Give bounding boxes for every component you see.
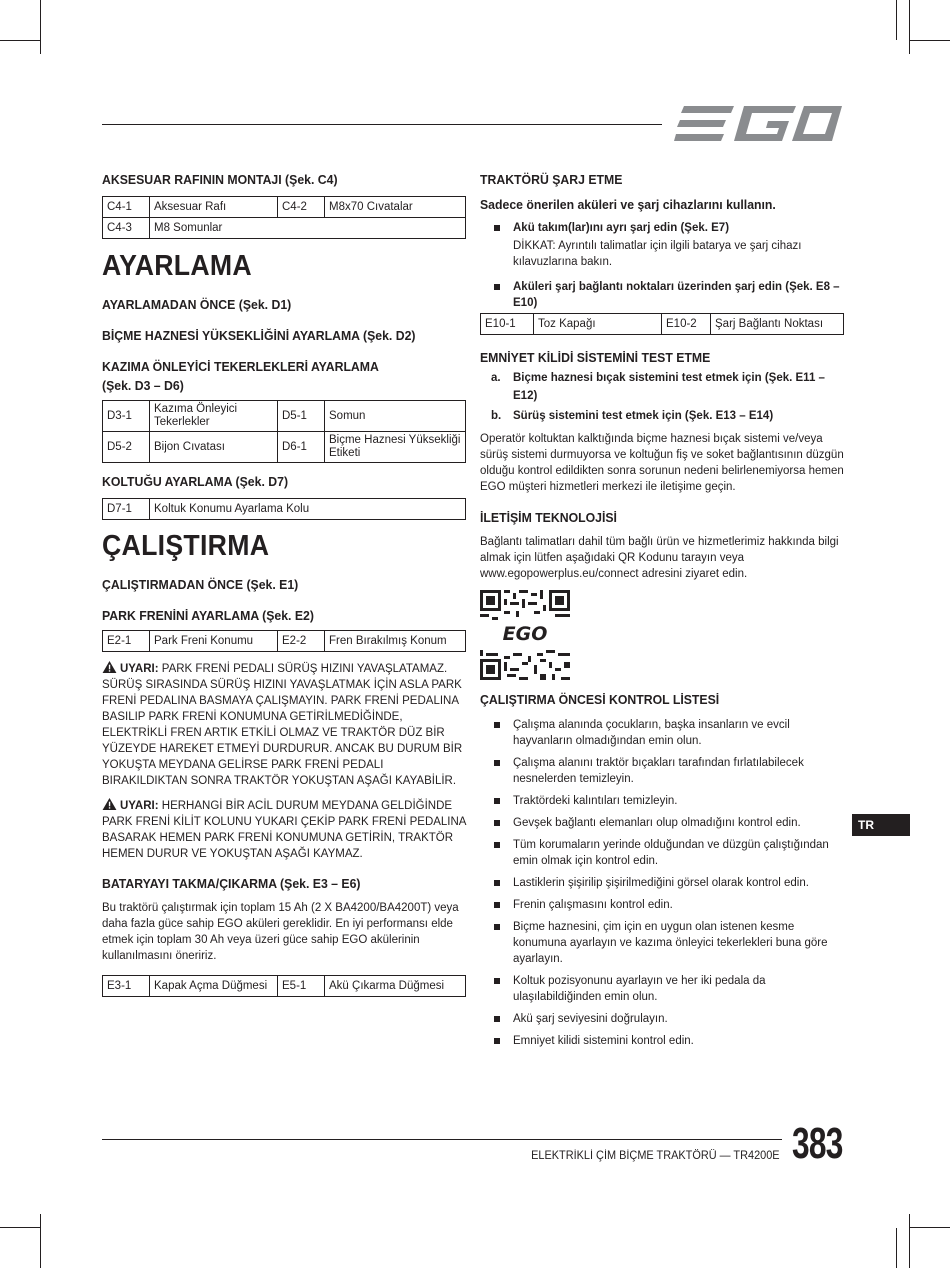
crop-mark (909, 1214, 910, 1268)
warning-triangle-icon (102, 798, 117, 810)
ego-logo (674, 104, 844, 144)
crop-mark (910, 1227, 950, 1228)
list-item: Lastiklerin şişirilip şişirilmediğini görsel olarak kontrol edin. (480, 875, 844, 891)
header-rule (102, 124, 662, 125)
parts-table (102, 630, 466, 652)
caution-text: Ayrıntılı talimatlar için ilgili batarya ve şarj cihazı kılavuzlarına bakın. (513, 240, 802, 268)
parts-table (102, 975, 466, 997)
list-item: Koltuk pozisyonunu ayarlayın ve her iki pedala da ulaşılabildiğinden emin olun. (480, 973, 844, 1005)
crop-mark (896, 1228, 897, 1268)
table-row (103, 499, 466, 520)
table-cell: D5-1 (278, 401, 325, 432)
table-cell: C4-3 (103, 218, 150, 239)
bullet-list (480, 220, 844, 236)
table-row (103, 631, 466, 652)
paragraph: Bağlantı talimatları dahil tüm bağlı ürün ve hizmetlerimiz hakkında bilgi almak için lütfen aşağıdaki QR Kodunu tarayın veya www.egopowerplus.eu/connect adresini ziyaret edin. (480, 536, 839, 580)
list-item-text: Sürüş sistemini test etmek için (Şek. E13 – E14) (513, 410, 774, 422)
left-column (102, 168, 466, 997)
section-title: TRAKTÖRÜ ŞARJ ETME (480, 172, 623, 187)
table-cell: D5-2 (103, 432, 150, 463)
table-cell: Bijon Cıvatası (150, 432, 278, 463)
section-title: BATARYAYI TAKMA/ÇIKARMA (Şek. E3 – E6) (102, 876, 361, 891)
table-cell: M8 Somunlar (150, 218, 466, 239)
table-cell: E5-1 (278, 976, 325, 997)
table-cell: D7-1 (103, 499, 150, 520)
chapter-title: AYARLAMA (102, 250, 252, 282)
table-cell: C4-2 (278, 197, 325, 218)
section-title: KAZIMA ÖNLEYİCİ TEKERLEKLERİ AYARLAMA (102, 359, 379, 374)
warning-block (102, 661, 466, 789)
table-cell: Toz Kapağı (534, 314, 662, 335)
parts-table (102, 400, 466, 463)
crop-mark (0, 1227, 40, 1228)
language-tab: TR (852, 814, 910, 836)
list-item-text: Biçme haznesi bıçak sistemini test etmek için (Şek. E11 – E12) (513, 372, 825, 402)
list-item: Aküleri şarj bağlantı noktaları üzerinden şarj edin (Şek. E8 – E10) (480, 279, 844, 311)
table-cell: E10-1 (481, 314, 534, 335)
page-number: 383 (792, 1119, 843, 1168)
table-cell: D6-1 (278, 432, 325, 463)
warning-triangle-icon (102, 661, 117, 673)
section-title: (Şek. D3 – D6) (102, 378, 184, 393)
table-row (103, 432, 466, 463)
parts-table (102, 498, 466, 520)
table-cell: Koltuk Konumu Ayarlama Kolu (150, 499, 466, 520)
table-cell: C4-1 (103, 197, 150, 218)
list-item: Traktördeki kalıntıları temizleyin. (480, 793, 844, 809)
qr-code[interactable] (480, 590, 570, 680)
paragraph: Operatör koltuktan kalktığında biçme haznesi bıçak sistemi ve/veya sürüş sistemi durmuyorsa ve koltuğun fiş ve soket bağlantısının düzgün olduğu kontrol edildikten sonra sorunun nedeni belirlenemiyorsa hemen EGO müşteri hizmetleri merkezi ile iletişime geçin. (480, 433, 844, 493)
table-cell: Akü Çıkarma Düğmesi (325, 976, 466, 997)
right-column (480, 168, 844, 1055)
footer-title: ELEKTRİKLİ ÇİM BİÇME TRAKTÖRÜ — TR4200E (531, 1150, 780, 1162)
chapter-title: ÇALIŞTIRMA (102, 530, 270, 562)
list-item (480, 407, 844, 425)
crop-mark (909, 0, 910, 54)
lettered-list (480, 369, 844, 425)
crop-mark (40, 0, 41, 54)
warning-text: HERHANGİ BİR ACİL DURUM MEYDANA GELDİĞİNDE PARK FRENİ KİLİT KOLUNU YUKARI ÇEKİP PARK FRENİ PEDALINA BASARAK HEMEN PARK FRENİ KONUMUNA GETİRİN, TRAKTÖR HEMEN DURUR VE YOKUŞTAN AŞAĞI KAYMAZ. (102, 800, 466, 860)
table-row (103, 218, 466, 239)
section-title: EMNİYET KİLİDİ SİSTEMİNİ TEST ETME (480, 350, 711, 365)
list-letter: b. (491, 410, 502, 422)
table-cell: E2-1 (103, 631, 150, 652)
table-cell: E10-2 (662, 314, 711, 335)
list-item: Gevşek bağlantı elemanları olup olmadığını kontrol edin. (480, 815, 844, 831)
table-row (481, 314, 844, 335)
table-row (103, 976, 466, 997)
list-item: Çalışma alanını traktör bıçakları tarafından fırlatılabilecek nesnelerden temizleyin. (480, 755, 844, 787)
table-cell: Biçme Haznesi Yüksekliği Etiketi (325, 432, 466, 463)
list-item: Tüm korumaların yerinde olduğundan ve düzgün çalıştığından emin olmak için kontrol edin. (480, 837, 844, 869)
caution-label: DİKKAT: (513, 240, 556, 252)
table-cell: E2-2 (278, 631, 325, 652)
section-title: ÇALIŞTIRMADAN ÖNCE (Şek. E1) (102, 577, 299, 592)
crop-mark (40, 1214, 41, 1268)
parts-table (102, 196, 466, 239)
table-cell: Kapak Açma Düğmesi (150, 976, 278, 997)
warning-block (102, 798, 466, 862)
caution-note (480, 238, 844, 270)
table-row (103, 401, 466, 432)
section-title: BİÇME HAZNESİ YÜKSEKLİĞİNİ AYARLAMA (Şek. D2) (102, 328, 416, 343)
list-item: Emniyet kilidi sistemini kontrol edin. (480, 1033, 844, 1049)
warning-label: UYARI: (120, 663, 159, 675)
table-cell: Fren Bırakılmış Konum (325, 631, 466, 652)
section-title: ÇALIŞTIRMA ÖNCESİ KONTROL LİSTESİ (480, 692, 720, 707)
section-title: İLETİŞİM TEKNOLOJİSİ (480, 510, 617, 525)
table-row (103, 197, 466, 218)
list-item: Akü şarj seviyesini doğrulayın. (480, 1011, 844, 1027)
list-item: Biçme haznesini, çim için en uygun olan istenen kesme konumuna ayarlayın ve kazıma önleyici tekerlekleri buna göre ayarlayın. (480, 919, 844, 967)
table-cell: D3-1 (103, 401, 150, 432)
table-cell: Kazıma Önleyici Tekerlekler (150, 401, 278, 432)
bullet-list (480, 279, 844, 311)
warning-label: UYARI: (120, 800, 159, 812)
table-cell: Somun (325, 401, 466, 432)
checklist (480, 717, 844, 1049)
list-letter: a. (491, 372, 501, 384)
crop-mark (910, 40, 950, 41)
table-cell: Şarj Bağlantı Noktası (711, 314, 844, 335)
footer-rule (102, 1139, 782, 1140)
parts-table (480, 313, 844, 335)
list-item: Akü takım(lar)ını ayrı şarj edin (Şek. E7) (480, 220, 844, 236)
table-cell: Aksesuar Rafı (150, 197, 278, 218)
crop-mark (0, 40, 40, 41)
section-title: AKSESUAR RAFININ MONTAJI (Şek. C4) (102, 172, 338, 187)
list-item: Frenin çalışmasını kontrol edin. (480, 897, 844, 913)
section-title: AYARLAMADAN ÖNCE (Şek. D1) (102, 297, 292, 312)
section-title: KOLTUĞU AYARLAMA (Şek. D7) (102, 474, 289, 489)
warning-text: PARK FRENİ PEDALI SÜRÜŞ HIZINI YAVAŞLATAMAZ. SÜRÜŞ SIRASINDA SÜRÜŞ HIZINI YAVAŞLATMAK İÇİN ASLA PARK FRENİ PEDALINA BASMAYA ÇALIŞMAYIN. PARK FRENİ PEDALINA BASILIP PARK FRENİ KONUMUNA GETİRİLMEDİĞİNDE, ELEKTRİKLİ FREN ARTIK ETKİLİ OLMAZ VE TRAKTÖR DÜZ BİR YÜZEYDE HAREKET ETMEYİ DURDURUR. ANCAK BU DURUM BİR YOKUŞTA MEYDANA GELİRSE PARK FRENİ PEDALI BIRAKILDIKTAN SONRA TRAKTÖR YOKUŞTAN AŞAĞI KAYABİLİR. (102, 663, 463, 787)
section-subtitle: Sadece önerilen aküleri ve şarj cihazlarını kullanın. (480, 197, 776, 212)
list-item: Çalışma alanında çocukların, başka insanların ve evcil hayvanların olmadığından emin olun. (480, 717, 844, 749)
table-cell: Park Freni Konumu (150, 631, 278, 652)
table-cell: M8x70 Cıvatalar (325, 197, 466, 218)
section-title: PARK FRENİNİ AYARLAMA (Şek. E2) (102, 608, 314, 623)
paragraph: Bu traktörü çalıştırmak için toplam 15 Ah (2 X BA4200/BA4200T) veya daha fazla güce sahip EGO aküleri gereklidir. En iyi performansı elde etmek için toplam 30 Ah veya üzeri güce sahip EGO akülerinin kullanılmasını öneririz. (102, 902, 459, 962)
list-item (480, 369, 844, 405)
qr-logo-text: EGO (502, 623, 548, 645)
crop-mark (896, 0, 897, 40)
table-cell: E3-1 (103, 976, 150, 997)
